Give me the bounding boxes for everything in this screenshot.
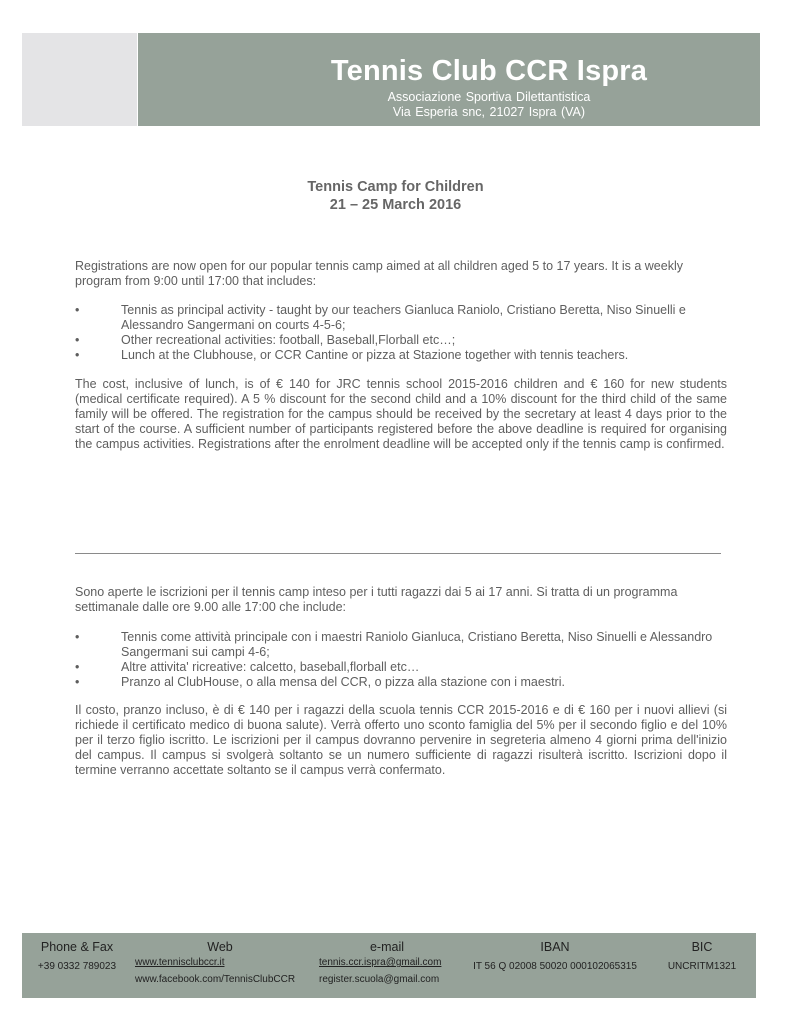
list-item: • Altre attivita' ricreative: calcetto, baseball,florball etc…	[75, 660, 420, 674]
phone-label: Phone & Fax	[40, 940, 114, 954]
list-item: • Tennis as principal activity - taught by our teachers Gianluca Raniolo, Cristiano Beretta, Niso Sinuelli e Alessandro Sangermani on courts 4-5-6;	[75, 303, 686, 332]
bullet-marker: •	[75, 333, 80, 347]
english-intro-section	[75, 259, 727, 289]
list-item: • Other recreational activities: football, Baseball,Florball etc…;	[75, 333, 456, 347]
email-link-2[interactable]: register.scuola@gmail.com	[319, 974, 440, 985]
iban-label: IBAN	[540, 940, 570, 954]
iban-value: IT 56 Q 02008 50020 000102065315	[473, 961, 637, 972]
english-cost-section	[75, 377, 727, 452]
footer-bic-column	[652, 933, 752, 974]
club-subtitle	[138, 90, 760, 120]
italian-bullets-section	[75, 630, 727, 690]
footer-web-column	[132, 933, 308, 987]
camp-dates: 21 – 25 March 2016	[329, 197, 462, 213]
bullet-marker: •	[75, 630, 80, 644]
bullet-marker: •	[75, 660, 80, 674]
english-cost-paragraph: The cost, inclusive of lunch, is of € 140 for JRC tennis school 2015-2016 children and € 160 for new students (medical certificate required). A 5 % discount for the second child and a 10% discount for the third child of the same family will be offered. The registration for the campus should be received by the secretary at least 4 days prior to the start of the course. A sufficient number of participants registered before the above deadline is required for organising the campus activities. Registrations after the enrolment deadline will be accepted only if the tennis camp is confirmed.	[75, 377, 727, 451]
email-link-1[interactable]: tennis.ccr.ispra@gmail.com	[319, 957, 442, 968]
bullet-marker: •	[75, 303, 80, 317]
list-item: • Lunch at the Clubhouse, or CCR Cantine or pizza at Stazione together with tennis teachers.	[75, 348, 629, 362]
header-logo-area	[22, 33, 137, 126]
phone-number[interactable]: +39 0332 789023	[37, 961, 117, 972]
list-item: • Pranzo al ClubHouse, o alla mensa del CCR, o pizza alla stazione con i maestri.	[75, 675, 565, 689]
italian-cost-section	[75, 703, 727, 778]
bullet-marker: •	[75, 348, 80, 362]
english-activity-list	[75, 303, 727, 363]
bic-label: BIC	[691, 940, 713, 954]
english-intro: Registrations are now open for our popular tennis camp aimed at all children aged 5 to 17 years. It is a weekly program from 9:00 until 17:00 that includes:	[75, 259, 683, 288]
footer-iban-column	[462, 933, 648, 974]
italian-intro-section	[75, 585, 727, 615]
bullet-marker: •	[75, 675, 80, 689]
club-association: Associazione Sportiva Dilettantistica	[387, 90, 591, 104]
club-name: Tennis Club CCR Ispra	[330, 55, 648, 87]
email-label: e-mail	[369, 940, 405, 954]
list-item: • Tennis come attività principale con i maestri Raniolo Gianluca, Cristiano Beretta, Niso Sinuelli e Alessandro Sangermani sui campi 4-6;	[75, 630, 713, 659]
camp-title-line1: Tennis Camp for Children	[307, 179, 484, 195]
facebook-link[interactable]: www.facebook.com/TennisClubCCR	[135, 974, 296, 985]
bic-value: UNCRITM1321	[667, 961, 737, 972]
header-banner	[138, 33, 760, 126]
club-address: Via Esperia snc, 21027 Ispra (VA)	[392, 105, 586, 119]
footer-phone-column	[22, 933, 132, 974]
section-divider	[75, 553, 721, 554]
italian-activity-list	[75, 630, 727, 690]
italian-intro: Sono aperte le iscrizioni per il tennis camp inteso per i tutti ragazzi dai 5 ai 17 anni. Si tratta di un programma settimanale dalle ore 9.00 alle 17:00 che include:	[75, 585, 678, 614]
english-bullets-section	[75, 303, 727, 363]
italian-cost-paragraph: Il costo, pranzo incluso, è di € 140 per i ragazzi della scuola tennis CCR 2015-2016 e di € 160 per i nuovi allievi (si richiede il certificato medico di buona salute). Verrà offerto uno sconto famiglia del 5% per il secondo figlio e del 10% per il terzo figlio iscritto. Le iscrizioni per il campus dovranno pervenire in segreteria almeno 4 giorni prima dell'inizio del campus. Il campus si svolgerà soltanto se un numero sufficiente di ragazzi risulterà iscritto. Iscrizioni dopo il termine verranno accettate soltanto se il campus verrà confermato.	[75, 703, 727, 777]
footer-contact-bar	[22, 933, 756, 998]
website-link[interactable]: www.tennisclubccr.it	[135, 957, 225, 968]
footer-email-column	[312, 933, 462, 987]
web-label: Web	[207, 940, 233, 954]
camp-title	[0, 178, 791, 214]
